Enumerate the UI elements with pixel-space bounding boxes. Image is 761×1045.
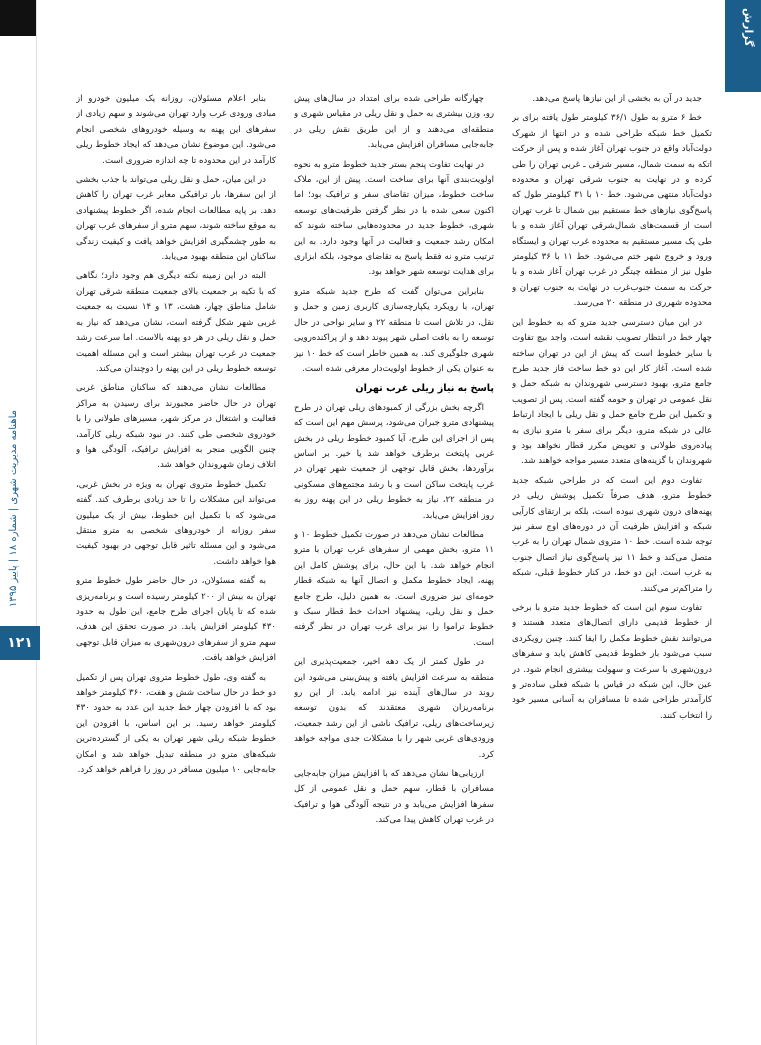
paragraph: در این میان دسترسی جدید مترو که به خطوط این چهار خط در انتظار تصویب نقشه است، واجد بیچ تفاوت با سایر خطوط است که پیش از این در تهران ساخته شده است. آغاز کار این دو خط ساخت فاز جدید طرح جامع مترو، بهبود دسترسی شهروندان به شبکه حمل و نقل عمومی در تهران و حومه گفته است. پس از تصویب و تکمیل این طرح جامع حمل و نقل ریلی با ایجاد ارتباط عالی در شبکه مترو، دیگر برای سفر با مترو نیازی به پیاده‌روی طولانی و تعویض مکرر قطار نخواهد بود و شهروندان با گزینه‌های متعدد مسیر مواجه خواهند شد. — [512, 317, 712, 467]
paragraph: مطالعات نشان می‌دهند که ساکنان مناطق غربی تهران در حال حاضر مجبورند برای رسیدن به مراکز فعالیت و اشتغال در مرکز شهر، مسیرهای طولانی را با خودروی شخصی طی کنند. در نبود شبکه ریلی کارآمد، چنین الگویی منجر به افزایش ترافیک، آلودگی هوا و اتلاف زمان شهروندان خواهد شد. — [76, 383, 276, 471]
section-tab — [725, 0, 761, 92]
paragraph: در این میان، حمل و نقل ریلی می‌تواند با جذب بخشی از این سفرها، بار ترافیکی معابر غرب تهران را کاهش دهد. بر پایه مطالعات انجام شده، اگر خطوط پیشنهادی به موقع ساخته شوند، سهم مترو از سفرهای غرب تهران به طور چشمگیری افزایش خواهد یافت و کیفیت زندگی ساکنان این منطقه بهبود می‌یابد. — [76, 175, 276, 263]
paragraph: بنابراین می‌توان گفت که طرح جدید شبکه مترو تهران، با رویکرد یکپارچه‌سازی کاربری زمین و حمل و نقل، در تلاش است تا منطقه ۲۲ و سایر نواحی در حال توسعه را به بافت اصلی شهر پیوند دهد و از پراکنده‌رویی شهری جلوگیری کند. به همین خاطر است که خط ۱۰ نیز به عنوان یکی از خطوط اولویت‌دار معرفی شده است. — [294, 286, 494, 374]
column-3 — [76, 92, 276, 1022]
paragraph: مطالعات نشان می‌دهد در صورت تکمیل خطوط ۱۰ و ۱۱ مترو، بخش مهمی از سفرهای غرب تهران با مترو انجام خواهد شد. با این حال، برای پوشش کامل این پهنه، ایجاد خطوط مکمل و اتصال آنها به شبکه قطار حومه‌ای نیز ضروری است. به همین دلیل، طرح جامع حمل و نقل ریلی، پیشنهاد احداث خط قطار سبک و خطوط تراموا را نیز برای غرب تهران در نظر گرفته است. — [294, 529, 494, 648]
page-number: ۱۲۱ — [0, 626, 40, 660]
column-2 — [294, 92, 494, 1022]
section-heading: پاسخ به نیاز ریلی غرب تهران — [355, 383, 494, 395]
section-tab-label: گزارش — [742, 8, 755, 47]
paragraph: اگرچه بخش بزرگی از کمبودهای ریلی تهران در طرح پیشنهادی مترو جبران می‌شود، پرسش مهم این است که پس از اجرای این طرح، آیا کمبود خطوط ریلی در بخش غربی پایتخت برطرف خواهد شد یا خیر. بر اساس برآوردها، بخش قابل توجهی از جمعیت شهر تهران در غرب پایتخت ساکن است و با رشد مجتمع‌های مسکونی در منطقه ۲۲، نیاز به خطوط ریلی در این پهنه روز به روز افزایش می‌یابد. — [294, 402, 494, 521]
article-columns — [76, 92, 712, 1022]
paragraph: به گفته وی، طول خطوط متروی تهران پس از تکمیل دو خط در حال ساخت شش و هفت، ۳۶۰ کیلومتر خواهد بود که با افزودن چهار خط جدید این عدد به حدود ۴۳۰ کیلومتر خواهد رسید. بر این اساس، با افزودن این خطوط شبکه ریلی شهر تهران به یکی از گسترده‌ترین شبکه‌های مترو در منطقه تبدیل خواهد شد و امکان جابه‌جایی ۱۰ میلیون مسافر در روز را فراهم خواهد کرد. — [76, 672, 276, 776]
paragraph: البته در این زمینه نکته دیگری هم وجود دارد؛ نگاهی که با تکیه بر جمعیت بالای جمعیت منطقه شرقی تهران شامل مناطق چهار، هشت، ۱۳ و ۱۴ نسبت به جمعیت غربی شهر شکل گرفته است، نشان می‌دهد که نیاز به حمل و نقل ریلی در هر دو پهنه بالاست. اما سرعت رشد جمعیت در غرب تهران بیشتر است و این مسئله اهمیت توسعه خطوط ریلی در این پهنه را دوچندان می‌کند. — [76, 271, 276, 374]
paragraph: جدید در آن به بخشی از این نیازها پاسخ می‌دهد. — [532, 94, 702, 104]
paragraph: خط ۶ مترو به طول ۳۶/۱ کیلومتر طول یافته برای بر تکمیل خط شبکه طراحی شده و در انتها از شهرک دولت‌آباد واقع در جنوب تهران آغاز شده و پس از حرکت اتکه به سمت شمال، مسیر شرقی ـ غربی تهران را طی کرده و در نهایت به جنوب شرقی تهران و محدوده دولت‌آباد منتهی می‌شود. خط ۱۰ با ۳۱ کیلومتر طول که پاسخ‌گوی نیازهای خط مستقیم بین شمال تا غرب تهران است از قسمت‌های شمال‌شرقی تهران آغاز شده و با طی یک مسیر مستقیم به محدوده غرب تهران و ایستگاه ورود و خروج شهر ختم می‌شود. خط ۱۱ با ۳۶ کیلومتر طول نیز از منطقه چیتگر در غرب تهران آغاز شده و با حرکت به سمت جنوب‌غرب در نهایت به جنوب تهران و محدوده شهرری در منطقه ۲۰ می‌رسد. — [512, 113, 712, 309]
paragraph: در نهایت تفاوت پنجم بستر جدید خطوط مترو به نحوه اولویت‌بندی آنها برای ساخت است. پیش از این، ملاک ساخت خطوط، میزان تقاضای سفر و ترافیک بود؛ اما اکنون سعی شده با در نظر گرفتن ظرفیت‌های توسعه شهری، خطوط جدید در محدوده‌هایی ساخته شوند که امکان رشد جمعیت و فعالیت در آنها وجود دارد. به این ترتیب مترو نه فقط پاسخ به تقاضای موجود، بلکه ابزاری برای هدایت توسعه شهر خواهد بود. — [294, 159, 494, 278]
paragraph: تفاوت سوم این است که خطوط جدید مترو با برخی از خطوط قدیمی دارای اتصال‌های متعدد هستند و می‌توانند نقش خطوط مکمل را ایفا کنند. چنین رویکردی سبب می‌شود بار خطوط قدیمی کاهش یابد و سفرهای درون‌شهری با سرعت و سهولت بیشتری انجام شود. در عین حال، این شبکه در قیاس با شبکه فعلی ساده‌تر و کارآمدتر طراحی شده تا مسافران به آسانی مسیر خود را انتخاب کنند. — [512, 603, 712, 721]
corner-block — [0, 0, 36, 36]
paragraph: بنابر اعلام مسئولان، روزانه یک میلیون خودرو از مبادی ورودی غرب وارد تهران می‌شوند و سهم زیادی از سفرهای این پهنه به وسیله خودروهای شخصی انجام می‌شود. این موضوع نشان می‌دهد که ایجاد خطوط ریلی کارآمد در این محدوده تا چه اندازه ضروری است. — [76, 94, 276, 166]
column-1 — [512, 92, 712, 1022]
paragraph: تفاوت دوم این است که در طراحی شبکه جدید خطوط مترو، هدف صرفاً تکمیل پوشش ریلی در پهنه‌های درون شهری نبوده است، بلکه بر ارتقای کارآیی شبکه و افزایش ظرفیت آن در دوره‌های اوج سفر نیز توجه شده است. خط ۱۰ متروی شمال تهران را به غرب متصل می‌کند و خط ۱۱ نیز پاسخ‌گوی نیاز اتصال جنوب به غرب است. این دو خط، در کنار خطوط قبلی، شبکه را متراکم‌تر می‌کنند. — [512, 475, 712, 594]
paragraph: در طول کمتر از یک دهه اخیر، جمعیت‌پذیری این منطقه به سرعت افزایش یافته و پیش‌بینی می‌شود این روند در سال‌های آینده نیز ادامه یابد. از این رو برنامه‌ریزان شهری معتقدند که بدون توسعه زیرساخت‌های ریلی، ترافیک ناشی از این رشد جمعیت، ورودی‌های غربی شهر را با مشکلات جدی مواجه خواهد کرد. — [294, 657, 494, 760]
magazine-rail-text: ماهنامه مدیریت شهری | شماره ۱۸ | پاییز ۱۳۹۵ — [8, 410, 19, 608]
paragraph: ارزیابی‌ها نشان می‌دهد که با افزایش میزان جابه‌جایی مسافران با قطار، سهم حمل و نقل عمومی از کل سفرها افزایش می‌یابد و در نتیجه آلودگی هوا و ترافیک در غرب تهران کاهش پیدا می‌کند. — [294, 769, 494, 826]
paragraph: به گفته مسئولان، در حال حاضر طول خطوط مترو تهران به بیش از ۲۰۰ کیلومتر رسیده است و برنامه‌ریزی شده که تا پایان اجرای طرح جامع، این طول به حدود ۴۳۰ کیلومتر افزایش یابد. در صورت تحقق این هدف، سهم مترو از سفرهای درون‌شهری به میزان قابل توجهی افزایش خواهد یافت. — [76, 576, 276, 664]
paragraph: تکمیل خطوط متروی تهران به ویژه در بخش غربی، می‌تواند این مشکلات را تا حد زیادی برطرف کند. گفته می‌شود که با تکمیل این خطوط، بیش از یک میلیون سفر روزانه از خودروهای شخصی به مترو منتقل می‌شود و این مسئله تاثیر قابل توجهی در بهبود کیفیت هوا خواهد داشت. — [76, 479, 276, 567]
left-rail — [0, 0, 37, 1045]
paragraph: چهارگانه طراحی شده برای امتداد در سال‌های پیش رو، وزن بیشتری به حمل و نقل ریلی در مقیاس شهری و منطقه‌ای می‌دهند و از این طریق نقش ریلی در جابه‌جایی مسافران افزایش می‌یابد. — [294, 94, 494, 151]
